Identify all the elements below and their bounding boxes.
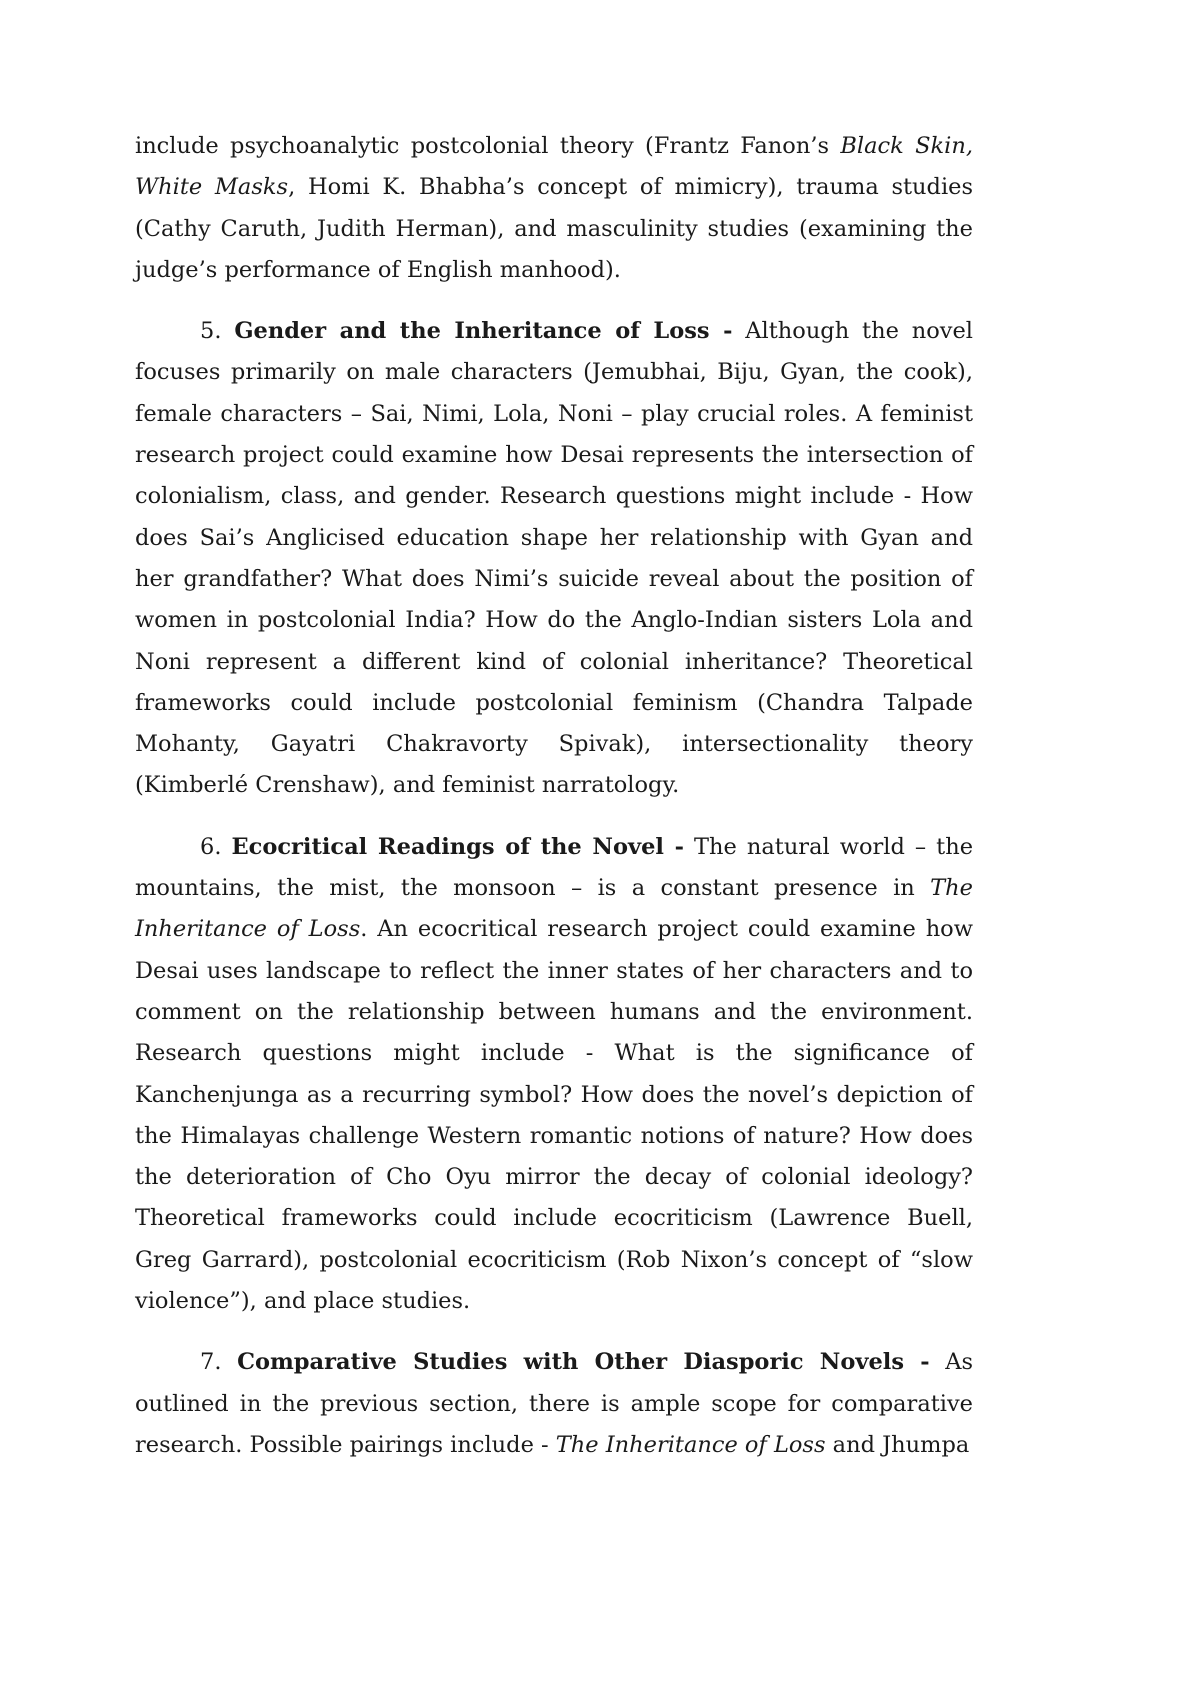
section-6-paragraph (135, 827, 973, 1323)
section-number: 5. (200, 318, 222, 345)
document-page (135, 126, 973, 1486)
section-heading: Comparative Studies with Other Diasporic Novels - (237, 1349, 930, 1376)
section-5-paragraph (135, 311, 973, 807)
paragraph-text: As outlined in the previous section, there is ample scope for comparative research. Possible pairings include - (135, 1349, 973, 1458)
section-number: 7. (200, 1349, 222, 1376)
book-title: The Inheritance of Loss (135, 875, 973, 943)
paragraph-text: The natural world – the mountains, the mist, the monsoon – is a constant presence in (135, 833, 974, 902)
section-heading: Gender and the Inheritance of Loss - (234, 318, 733, 345)
continuation-paragraph (135, 126, 973, 291)
section-number: 6. (200, 833, 222, 860)
paragraph-text: include psychoanalytic postcolonial theory (Frantz Fanon’s (135, 133, 841, 159)
paragraph-text: , Homi K. Bhabha’s concept of mimicry), trauma studies (Cathy Caruth, Judith Herman), and masculinity studies (examining the judge’s performance of English manhood). (135, 174, 973, 283)
paragraph-text: Although the novel focuses primarily on male characters (Jemubhai, Biju, Gyan, the cook), female characters – Sai, Nimi, Lola, Noni – play crucial roles. A feminist research project could examine how Desai represents the intersection of colonialism, class, and gender. Research questions might include - How does Sai’s Anglicised education shape her relationship with Gyan and her grandfather? What does Nimi’s suicide reveal about the position of women in postcolonial India? How do the Anglo-Indian sisters Lola and Noni represent a different kind of colonial inheritance? Theoretical frameworks could include postcolonial feminism (Chandra Talpade Mohanty, Gayatri Chakravorty Spivak), intersectionality theory (Kimberlé Crenshaw), and feminist narratology. (135, 318, 973, 799)
paragraph-text: and Jhumpa (825, 1431, 970, 1458)
paragraph-text: . An ecocritical research project could examine how Desai uses landscape to reflect the inner states of her characters and to comment on the relationship between humans and the environment. Research questions might include - What is the significance of Kanchenjunga as a recurring symbol? How does the novel’s depiction of the Himalayas challenge Western romantic notions of nature? How does the deterioration of Cho Oyu mirror the decay of colonial ideology? Theoretical frameworks could include ecocriticism (Lawrence Buell, Greg Garrard), postcolonial ecocriticism (Rob Nixon’s concept of “slow violence”), and place studies. (135, 916, 973, 1315)
section-7-paragraph (135, 1342, 973, 1466)
book-title: Black Skin, White Masks (135, 133, 974, 201)
section-heading: Ecocritical Readings of the Novel - (231, 833, 684, 860)
book-title: The Inheritance of Loss (555, 1431, 826, 1458)
